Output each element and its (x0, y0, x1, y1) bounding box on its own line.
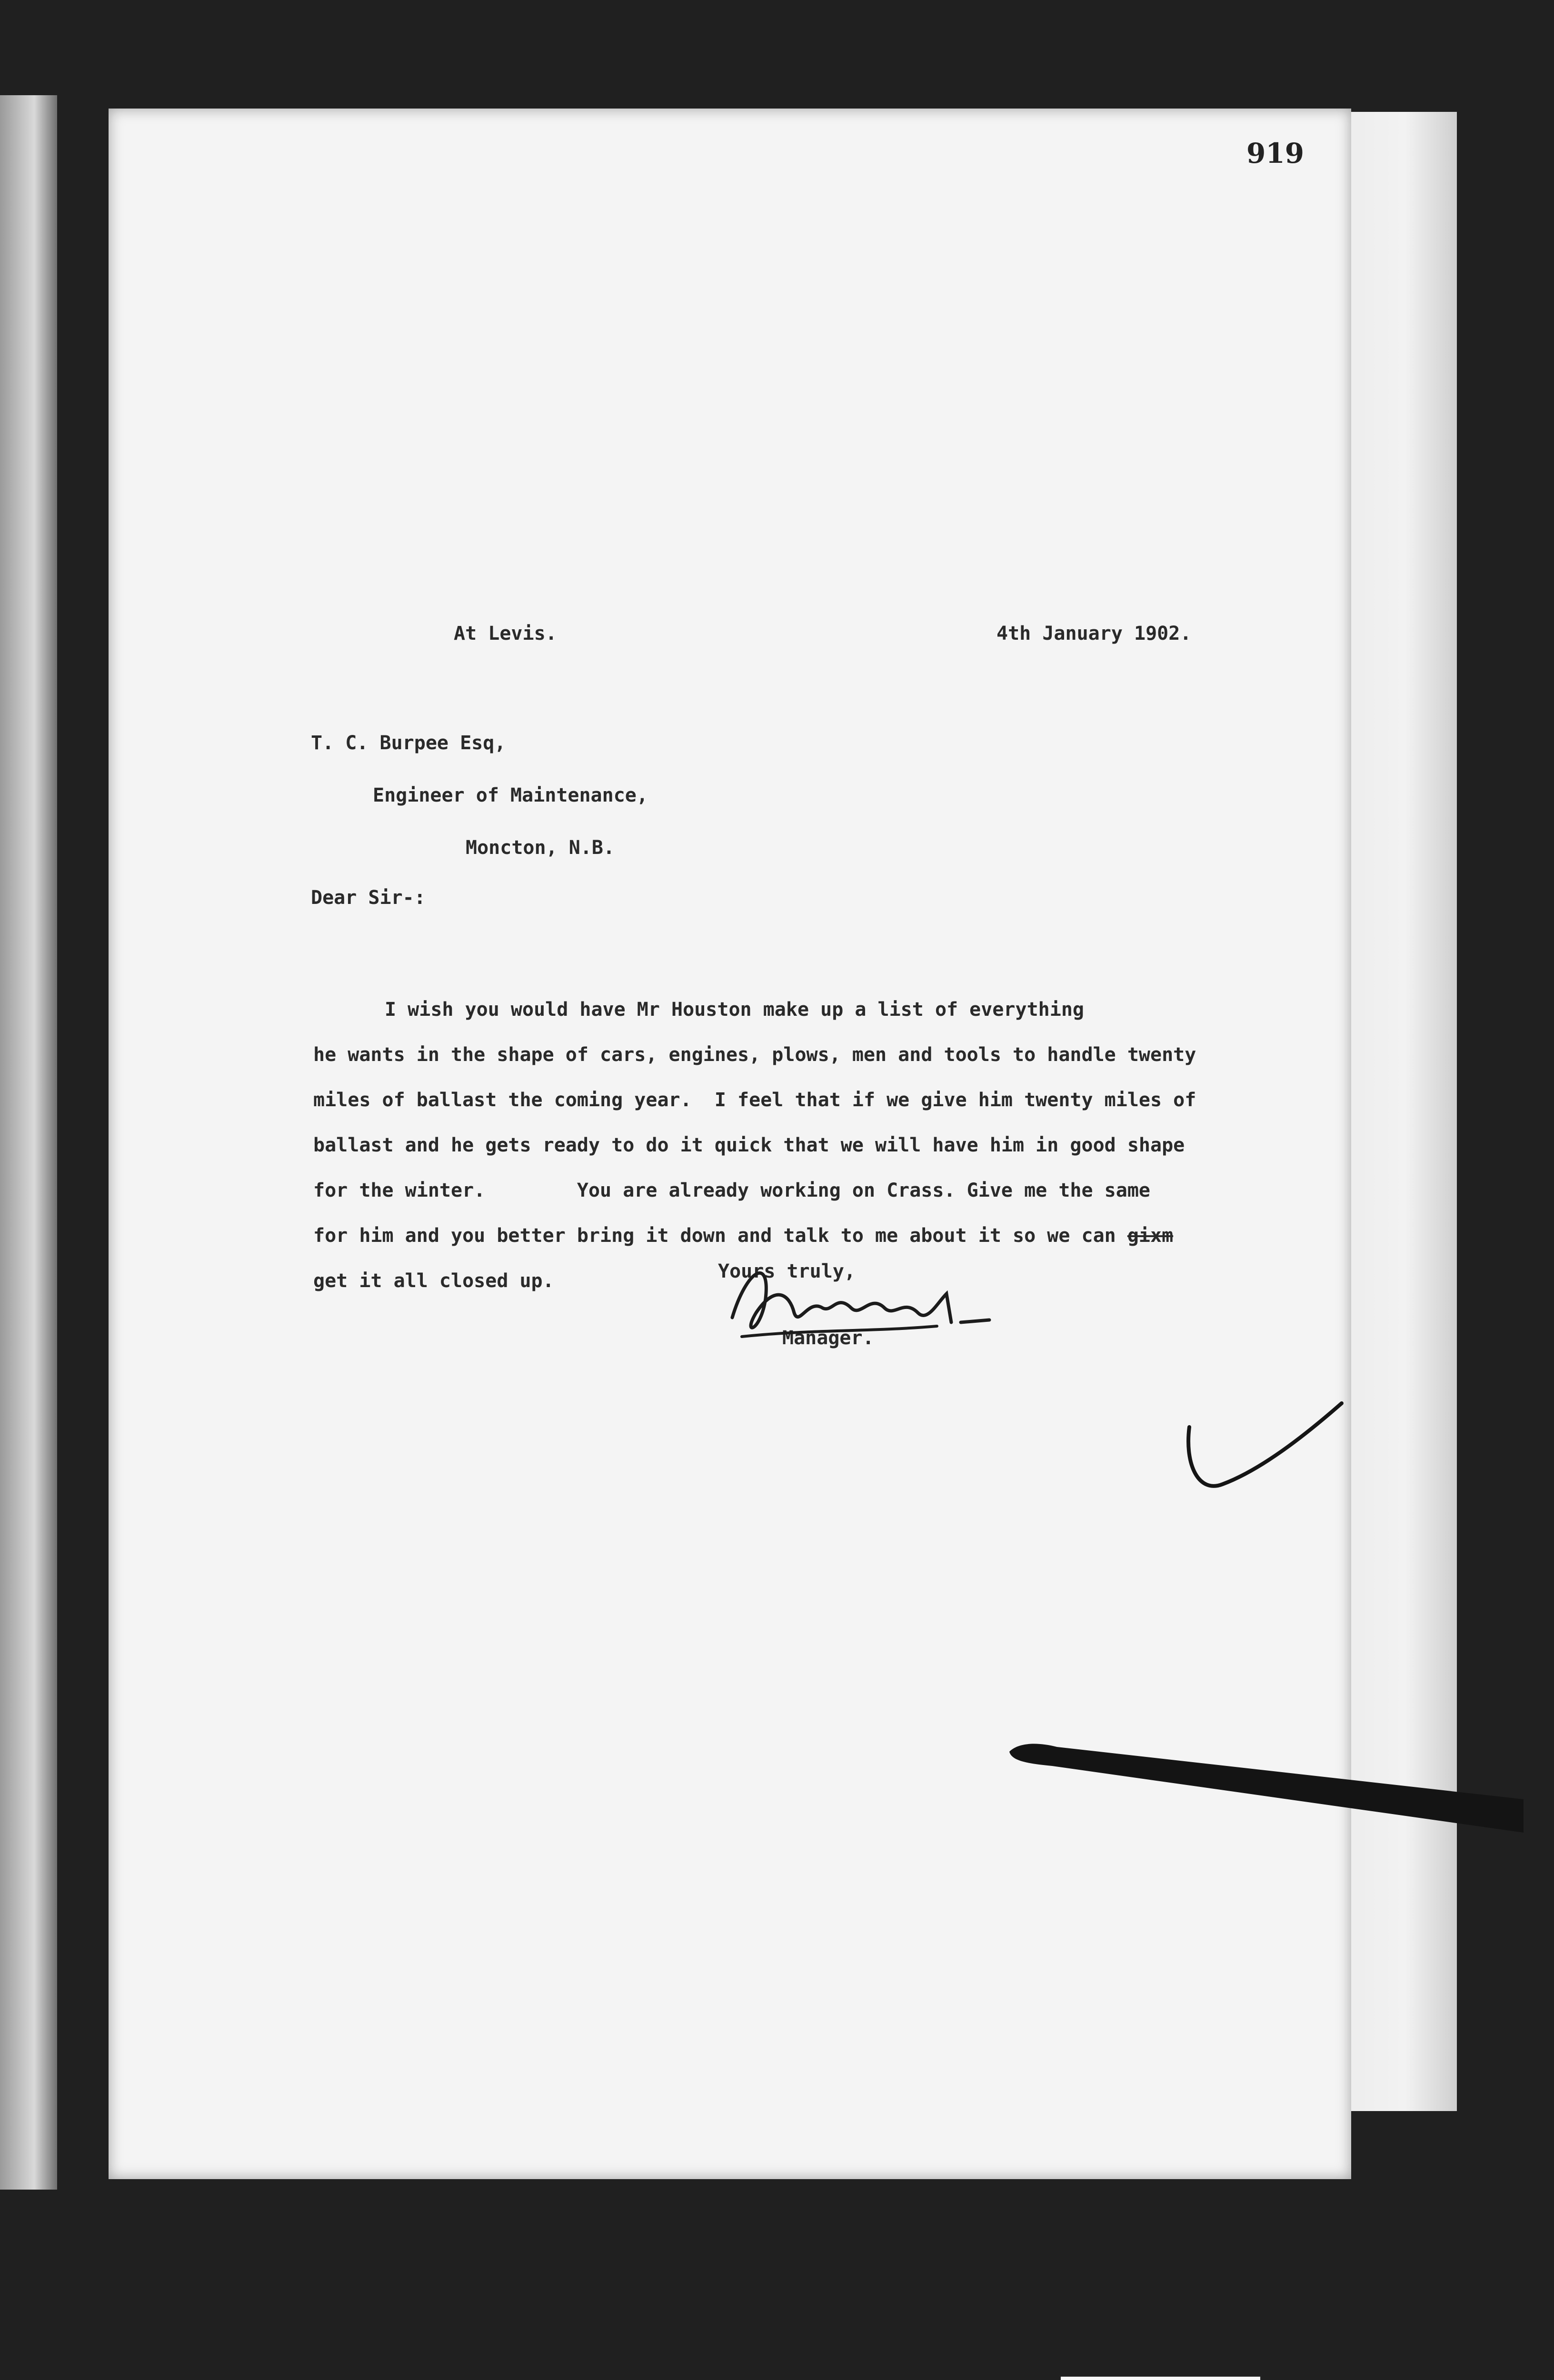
salutation: Dear Sir-: (311, 887, 426, 909)
recipient-title: Engineer of Maintenance, (373, 784, 648, 806)
poor-copy-tag (1059, 2375, 1262, 2380)
body-line: I wish you would have Mr Houston make up a list of everything (385, 999, 1085, 1021)
body-line-text: for him and you better bring it down and talk to me about it so we can (313, 1225, 1127, 1247)
facing-page-edge (0, 95, 57, 2190)
pen-pointer-icon (1000, 1723, 1524, 1837)
page-number: 919 (1246, 137, 1305, 169)
handwritten-signature (713, 1241, 999, 1365)
signer-title: Manager. (782, 1327, 874, 1349)
letter-page (109, 109, 1351, 2179)
check-mark-icon (1180, 1394, 1351, 1517)
body-line: for the winter. You are already working on Crass. Give me the same (313, 1180, 1150, 1201)
letter-date: 4th January 1902. (996, 623, 1192, 645)
body-line: ballast and he gets ready to do it quick that we will have him in good shape (313, 1134, 1185, 1156)
recipient-city: Moncton, N.B. (466, 837, 615, 859)
recipient-name: T. C. Burpee Esq, (311, 732, 506, 754)
closing: Yours truly, (718, 1260, 856, 1282)
body-line: he wants in the shape of cars, engines, plows, men and tools to handle twenty (313, 1044, 1196, 1066)
body-line: get it all closed up. (313, 1270, 554, 1292)
struck-word: gixm (1127, 1225, 1174, 1247)
body-line: miles of ballast the coming year. I feel that if we give him twenty miles of (313, 1089, 1196, 1111)
letter-place: At Levis. (454, 623, 557, 645)
